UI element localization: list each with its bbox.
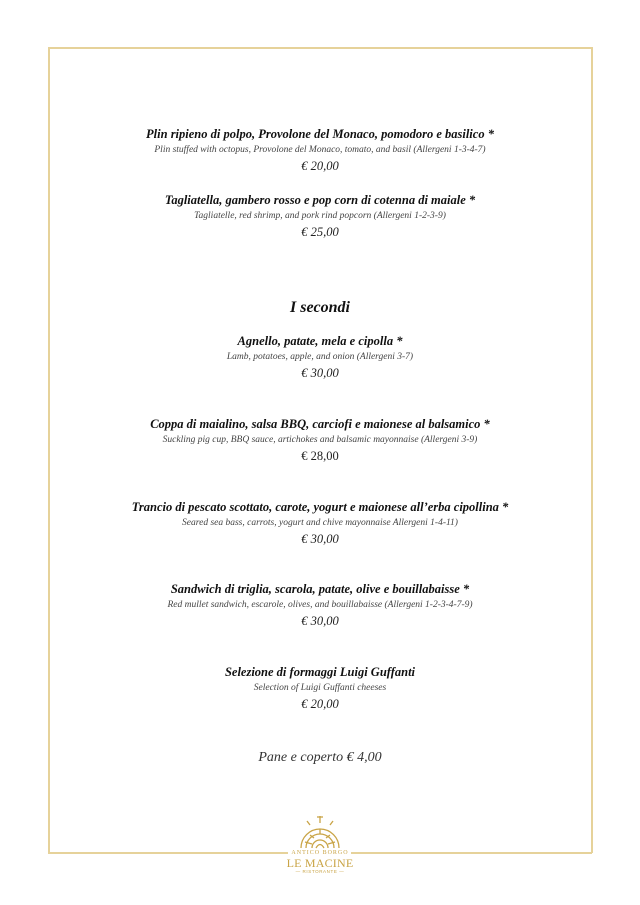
cover-charge: Pane e coperto € 4,00 xyxy=(258,750,382,765)
menu-item xyxy=(48,416,592,465)
dish-description: Tagliatelle, red shrimp, and pork rind popcorn (Allergeni 1-2-3-9) xyxy=(194,211,446,221)
dish-name: Tagliatella, gambero rosso e pop corn di cotenna di maiale * xyxy=(164,193,476,207)
menu-item xyxy=(48,192,592,241)
frame-border-top xyxy=(48,47,592,49)
dish-name: Selezione di formaggi Luigi Guffanti xyxy=(224,665,416,679)
dish-description: Red mullet sandwich, escarole, olives, and bouillabaisse (Allergeni 1-2-3-4-7-9) xyxy=(167,600,473,610)
millstone-wheel-icon xyxy=(298,815,342,849)
frame-border-bottom-right xyxy=(351,852,592,854)
dish-price: € 25,00 xyxy=(301,225,339,239)
menu-item xyxy=(48,333,592,382)
restaurant-logo xyxy=(283,815,357,877)
dish-name: Agnello, patate, mela e cipolla * xyxy=(237,334,403,348)
dish-description: Plin stuffed with octopus, Provolone del Monaco, tomato, and basil (Allergeni 1-3-4-7) xyxy=(154,145,486,155)
dish-price: € 28,00 xyxy=(301,449,339,463)
menu-item xyxy=(48,664,592,713)
dish-name: Plin ripieno di polpo, Provolone del Monaco, pomodoro e basilico * xyxy=(146,127,494,141)
dish-description: Suckling pig cup, BBQ sauce, artichokes and balsamic mayonnaise (Allergeni 3-9) xyxy=(162,435,478,445)
dish-description: Seared sea bass, carrots, yogurt and chive mayonnaise Allergeni 1-4-11) xyxy=(182,518,458,528)
logo-subtitle-top: ANTICO BORGO xyxy=(291,850,349,856)
dish-price: € 30,00 xyxy=(301,532,339,546)
section-title: I secondi xyxy=(290,299,350,316)
dish-name: Trancio di pescato scottato, carote, yogurt e maionese all’erba cipollina * xyxy=(131,500,509,514)
frame-border-bottom-left xyxy=(48,852,288,854)
dish-name: Coppa di maialino, salsa BBQ, carciofi e maionese al balsamico * xyxy=(150,417,490,431)
dish-price: € 30,00 xyxy=(301,614,339,628)
menu-item xyxy=(48,581,592,630)
menu-item xyxy=(48,126,592,175)
dish-description: Lamb, potatoes, apple, and onion (Allergeni 3-7) xyxy=(226,352,414,362)
dish-description: Selection of Luigi Guffanti cheeses xyxy=(253,683,387,693)
dish-price: € 20,00 xyxy=(301,697,339,711)
dish-name: Sandwich di triglia, scarola, patate, olive e bouillabaisse * xyxy=(170,582,470,596)
dish-price: € 20,00 xyxy=(301,159,339,173)
logo-name: LE MACINE xyxy=(286,856,354,870)
dish-price: € 30,00 xyxy=(301,366,339,380)
menu-item xyxy=(48,499,592,548)
logo-subtitle-bottom: — RISTORANTE — xyxy=(295,869,345,874)
